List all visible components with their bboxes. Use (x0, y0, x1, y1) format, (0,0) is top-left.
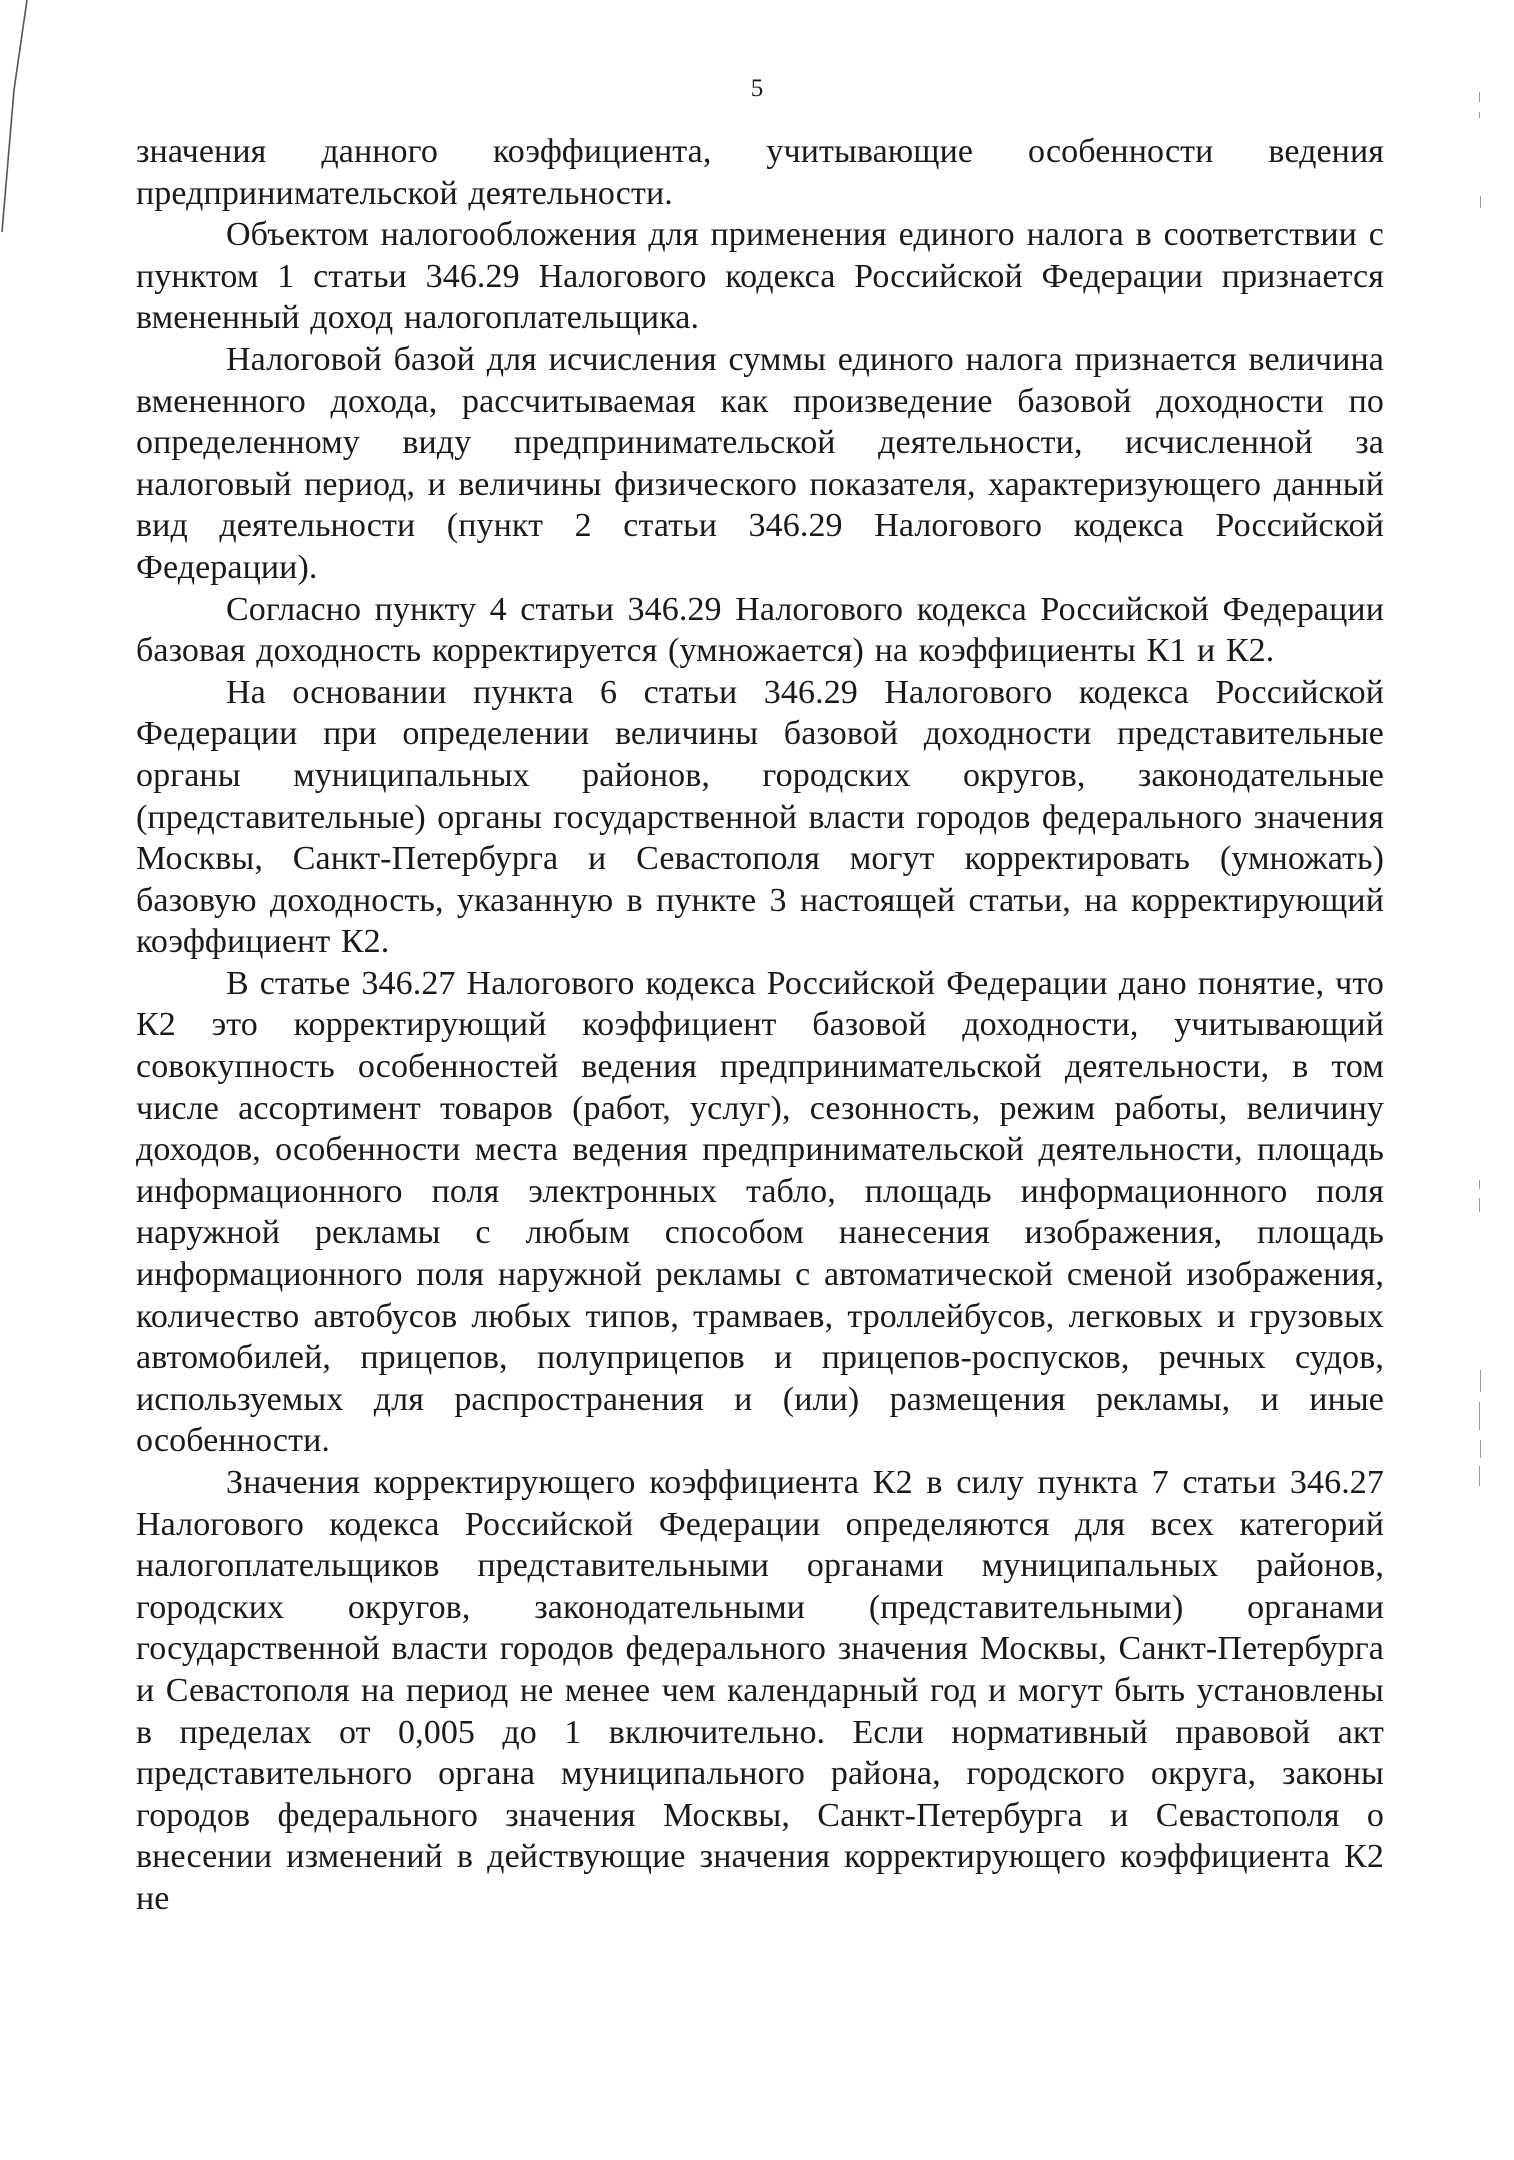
paragraph-k2-definition: В статье 346.27 Налогового кодекса Российской Федерации дано понятие, что К2 это корректирующий коэффициент базовой доходности, учитывающий совокупность особенностей ведения предпринимательской деятельности, в том числе ассортимент товаров (работ, услуг), сезонность, режим работы, величину доходов, особенности места ведения предпринимательской деятельности, площадь информационного поля электронных табло, площадь информационного поля наружной рекламы с любым способом нанесения изображения, площадь информационного поля наружной рекламы с автоматической сменой изображения, количество автобусов любых типов, трамваев, троллейбусов, легковых и грузовых автомобилей, прицепов, полуприцепов и прицепов-роспусков, речных судов, используемых для распространения и (или) размещения рекламы, и иные особенности. (136, 964, 1384, 1460)
paragraph-representative-bodies: На основании пункта 6 статьи 346.29 Налогового кодекса Российской Федерации при определении величины базовой доходности представительные органы муниципальных районов, городских округов, законодательные (представительные) органы государственной власти городов федерального значения Москвы, Санкт-Петербурга и Севастополя могут корректировать (умножать) базовую доходность, указанную в пункте 3 настоящей статьи, на корректирующий коэффициент К2. (136, 673, 1384, 961)
paragraph-base-yield-correction: Согласно пункту 4 статьи 346.29 Налогового кодекса Российской Федерации базовая доходность корректируется (умножается) на коэффициенты К1 и К2. (136, 590, 1384, 670)
paragraph-tax-base: Налоговой базой для исчисления суммы единого налога признается величина вмененного дохода, рассчитываемая как произведение базовой доходности по определенному виду предпринимательской деятельности, исчисленной за налоговый период, и величины физического показателя, характеризующего данный вид деятельности (пункт 2 статьи 346.29 Налогового кодекса Российской Федерации). (136, 340, 1384, 586)
paragraph-k2-values-continuation: значения данного коэффициента, учитывающие особенности ведения предпринимательской деятельности. (136, 133, 1384, 212)
document-body (136, 131, 1384, 1920)
scan-margin-marks (1474, 0, 1486, 2160)
scan-edge-line (0, 0, 30, 240)
page-number: 5 (750, 75, 764, 102)
paragraph-k2-values-range: Значения корректирующего коэффициента К2 в силу пункта 7 статьи 346.27 Налогового кодекса Российской Федерации определяются для всех категорий налогоплательщиков представительными органами муниципальных районов, городских округов, законодательными (представительными) органами государственной власти городов федерального значения Москвы, Санкт-Петербурга и Севастополя на период не менее чем календарный год и могут быть установлены в пределах от 0,005 до 1 включительно. Если нормативный правовой акт представительного органа муниципального района, городского округа, законы городов федерального значения Москвы, Санкт-Петербурга и Севастополя о внесении изменений в действующие значения корректирующего коэффициента К2 не (136, 1464, 1384, 1917)
paragraph-taxation-object: Объектом налогообложения для применения единого налога в соответствии с пунктом 1 статьи 346.29 Налогового кодекса Российской Федерации признается вмененный доход налогоплательщика. (136, 216, 1384, 337)
